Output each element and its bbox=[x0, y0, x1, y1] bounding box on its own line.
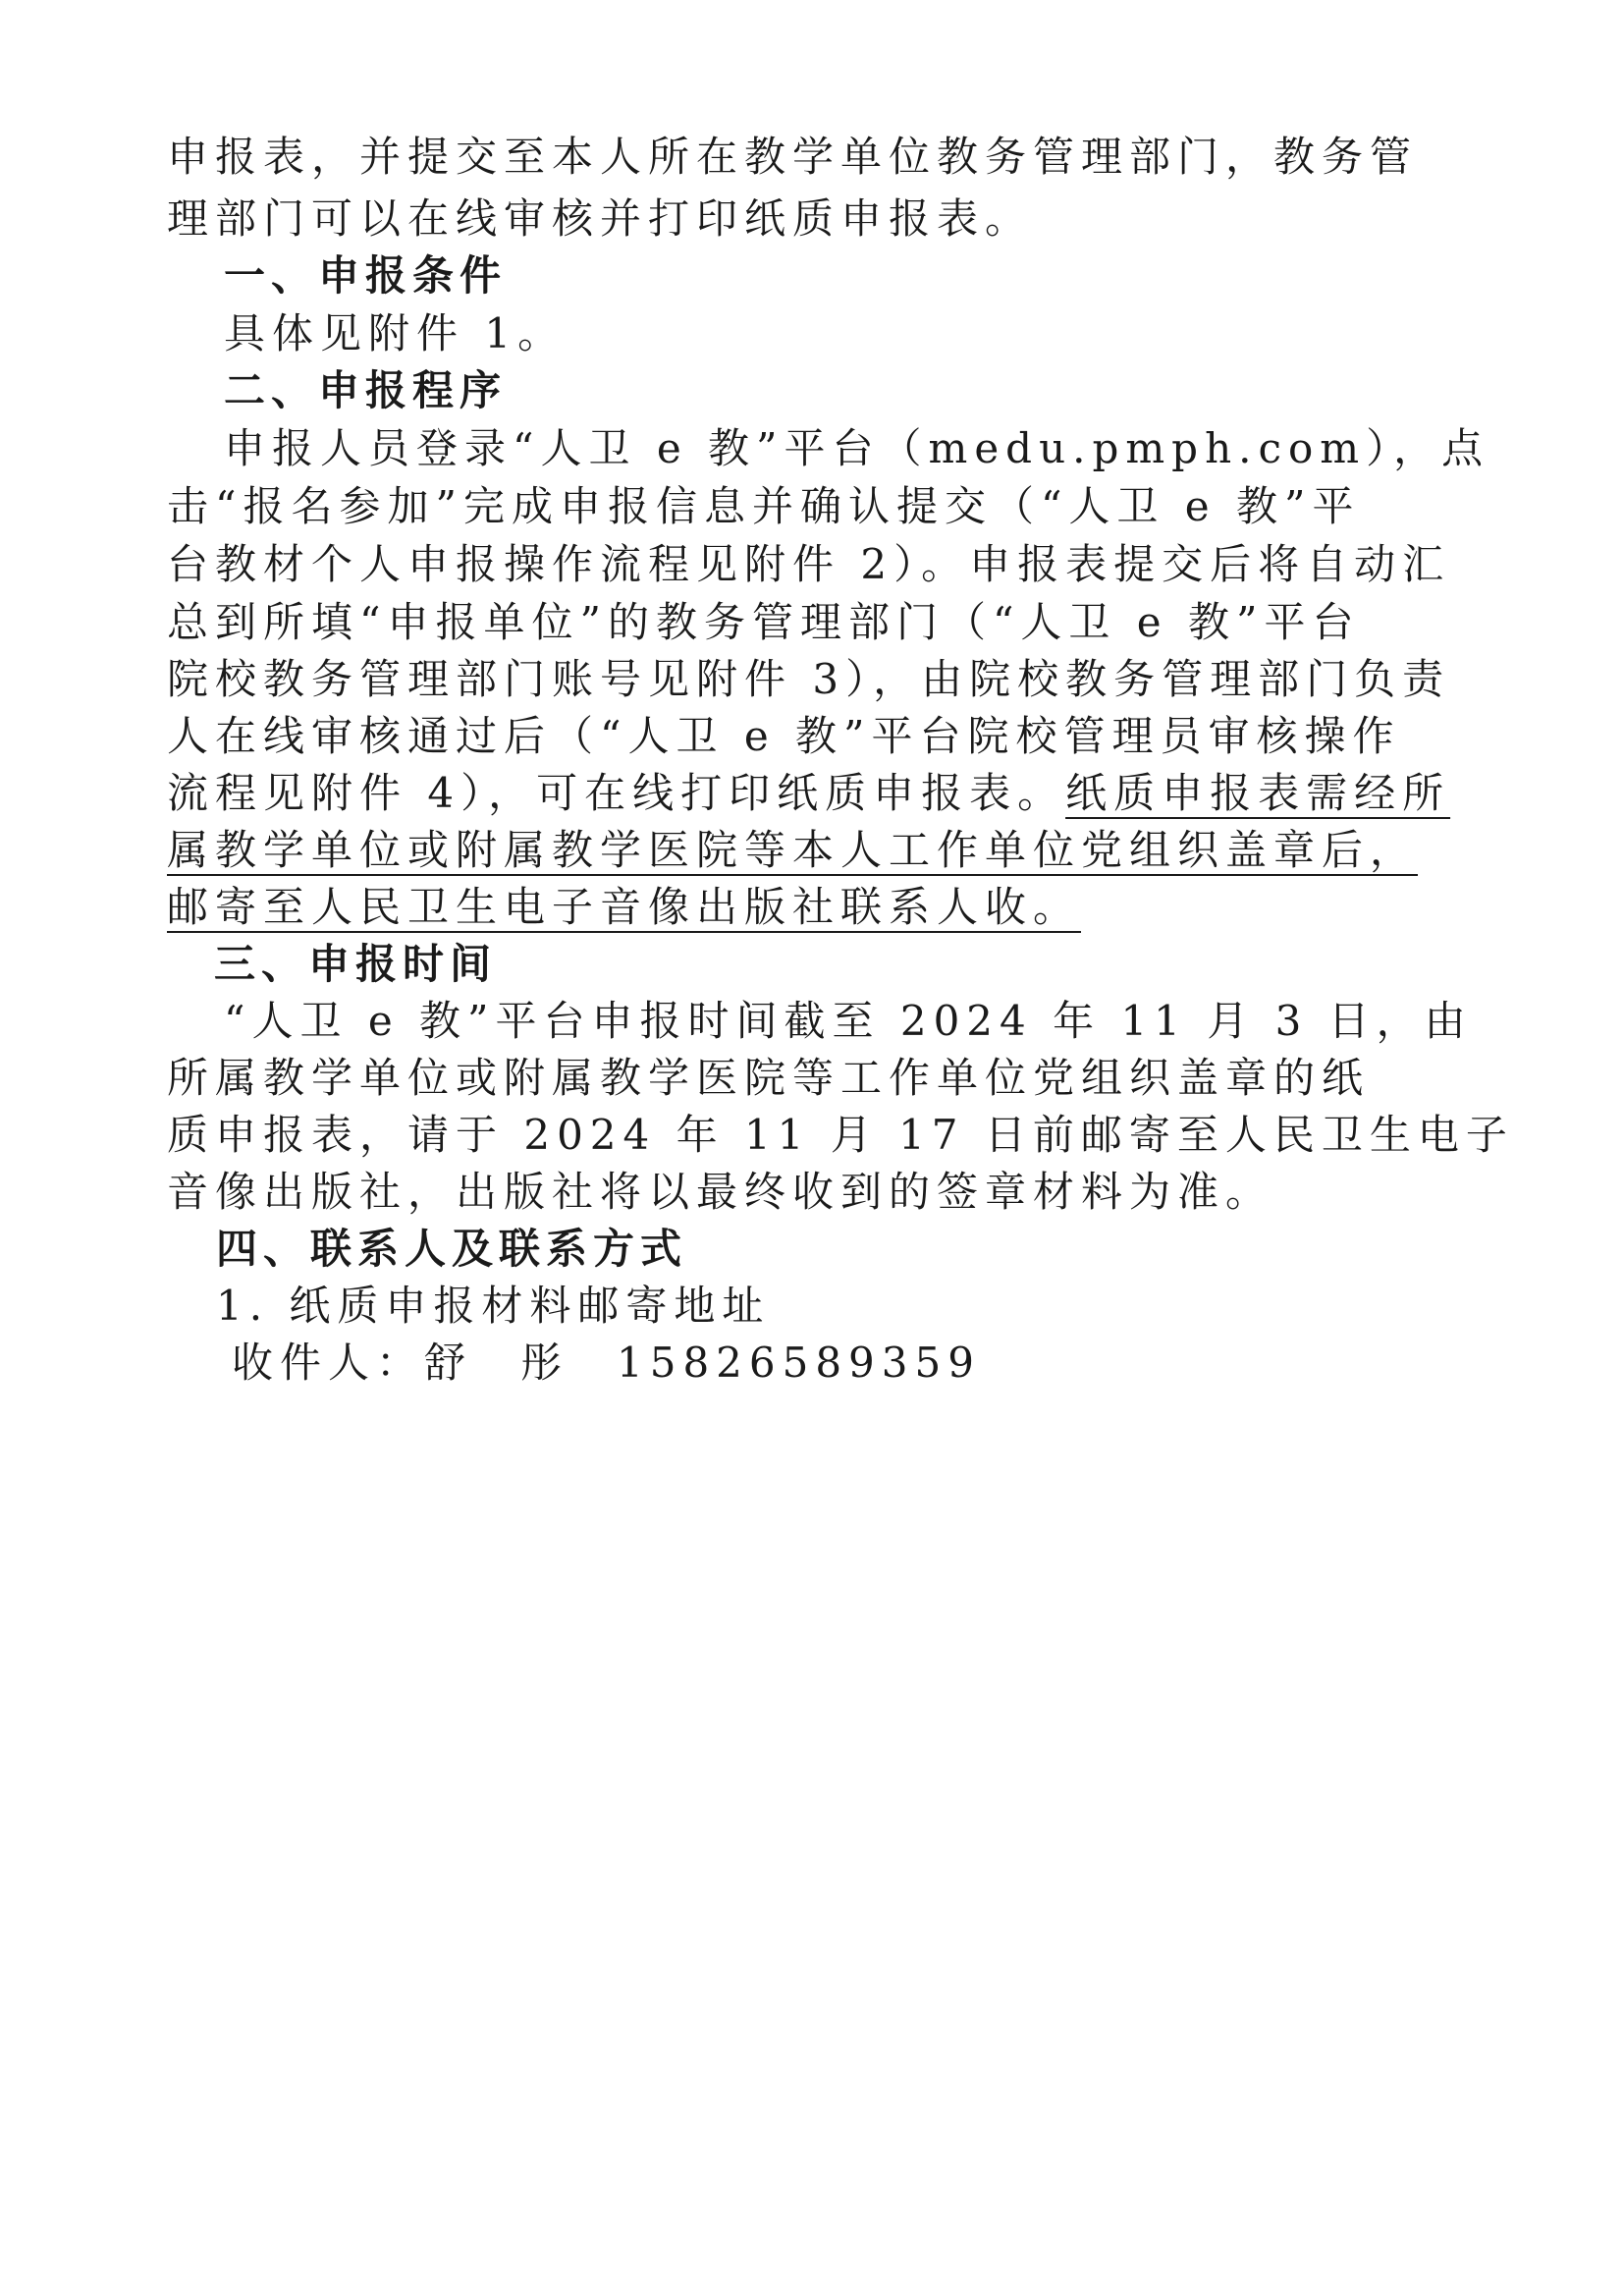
intro-line-1: 申报表，并提交至本人所在教学单位教务管理部门，教务管 bbox=[167, 133, 1419, 181]
procedure-line-5: 院校教务管理部门账号见附件 3），由院校教务管理部门负责 bbox=[167, 655, 1451, 703]
procedure-line-2: 击“报名参加”完成申报信息并确认提交（“人卫 e 教”平 bbox=[167, 482, 1361, 530]
intro-line-2: 理部门可以在线审核并打印纸质申报表。 bbox=[167, 194, 1034, 243]
conditions-body: 具体见附件 1。 bbox=[224, 309, 567, 357]
section-heading-procedure: 二、申报程序 bbox=[224, 366, 508, 414]
procedure-line-4: 总到所填“申报单位”的教务管理部门（“人卫 e 教”平台 bbox=[167, 598, 1361, 646]
time-line-2: 所属教学单位或附属教学医院等工作单位党组织盖章的纸 bbox=[167, 1054, 1371, 1102]
procedure-line-7 bbox=[167, 764, 1450, 823]
procedure-underlined-line-1: 属教学单位或附属教学医院等本人工作单位党组织盖章后， bbox=[167, 826, 1419, 874]
section-heading-conditions: 一、申报条件 bbox=[224, 251, 508, 300]
time-line-4: 音像出版社，出版社将以最终收到的签章材料为准。 bbox=[167, 1168, 1274, 1216]
procedure-line-3: 台教材个人申报操作流程见附件 2）。申报表提交后将自动汇 bbox=[167, 540, 1451, 588]
section-heading-time: 三、申报时间 bbox=[214, 940, 498, 988]
procedure-underlined-line-2: 邮寄至人民卫生电子音像出版社联系人收。 bbox=[167, 883, 1082, 931]
time-line-3: 质申报表，请于 2024 年 11 月 17 日前邮寄至人民卫生电子 bbox=[167, 1111, 1514, 1159]
contact-recipient: 收件人：舒 彤 15826589359 bbox=[232, 1339, 981, 1387]
procedure-line-7-underlined: 纸质申报表需经所 bbox=[1065, 769, 1451, 817]
procedure-line-1: 申报人员登录“人卫 e 教”平台（medu.pmph.com），点 bbox=[224, 424, 1490, 472]
section-heading-contact: 四、联系人及联系方式 bbox=[216, 1225, 688, 1273]
time-line-1: “人卫 e 教”平台申报时间截至 2024 年 11 月 3 日，由 bbox=[224, 997, 1473, 1045]
contact-item-1: 1. 纸质申报材料邮寄地址 bbox=[216, 1282, 771, 1330]
procedure-line-6: 人在线审核通过后（“人卫 e 教”平台院校管理员审核操作 bbox=[167, 712, 1401, 760]
procedure-line-7-plain: 流程见附件 4），可在线打印纸质申报表。 bbox=[167, 769, 1066, 817]
